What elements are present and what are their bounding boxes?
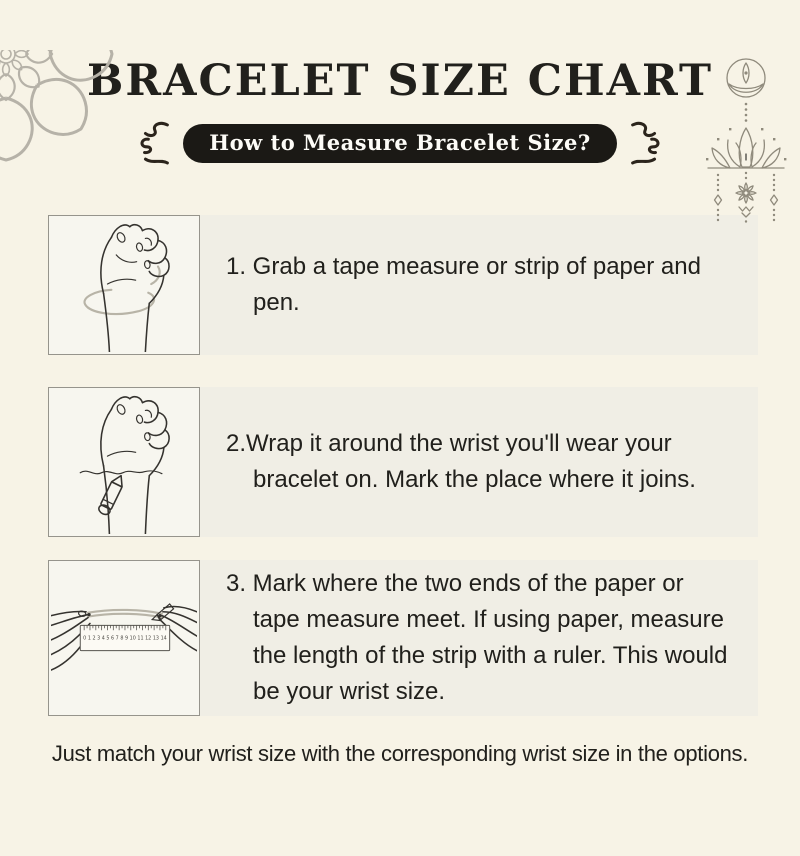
moon-with-eye-icon [727, 59, 765, 97]
step-2-illustration-box [48, 387, 200, 537]
fist-hand [101, 225, 169, 352]
step-3-line-2: tape measure meet. If using paper, measure [253, 606, 724, 633]
step-3-text [226, 566, 758, 710]
step-2-line-1: 2.Wrap it around the wrist you'll wear your [226, 430, 672, 457]
step-row-1 [48, 215, 758, 355]
subtitle-badge: How to Measure Bracelet Size? [183, 124, 616, 163]
step-3-line-3: the length of the strip with a ruler. This would [253, 642, 728, 669]
ruler [80, 625, 169, 650]
step-row-3 [48, 560, 758, 716]
step-2-line-2: bracelet on. Mark the place where it joins. [253, 466, 696, 493]
step-3-line-1: 3. Mark where the two ends of the paper or [226, 570, 684, 597]
step-row-2 [48, 387, 758, 537]
marker-pen-icon [97, 473, 126, 516]
step-3-illustration-box [48, 560, 200, 716]
footer-note: Just match your wrist size with the corresponding wrist size in the options. [51, 741, 749, 766]
hanging-lotus-moon-icon [698, 56, 794, 224]
hanging-strands [715, 172, 778, 223]
hands-with-ruler-illustration [51, 569, 197, 707]
mandala-corner-icon [0, 50, 142, 190]
step-1-line-1: 1. Grab a tape measure or strip of paper and [226, 253, 701, 280]
page-title: BRACELET SIZE CHART [87, 56, 713, 106]
step-1-line-2: pen. [253, 289, 300, 316]
hand-with-tape-loop-illustration [51, 218, 197, 352]
steps-list [0, 215, 800, 716]
step-3-line-4: be your wrist size. [253, 678, 446, 705]
flourish-right-icon [626, 119, 664, 167]
hand-marking-wrist-illustration [51, 390, 197, 534]
step-2-text [226, 426, 758, 498]
paper-strip [87, 610, 162, 618]
wrist-mark-line [80, 471, 162, 474]
ruler-numbers: 0 1 2 3 4 5 6 7 8 9 10 11 12 13 14 [83, 635, 167, 642]
lotus-flower-icon [706, 128, 786, 168]
dotted-line [745, 103, 748, 122]
star-flower-icon [736, 183, 756, 203]
fist-hand [101, 397, 169, 534]
step-1-text [226, 249, 758, 321]
step-1-illustration-box [48, 215, 200, 355]
